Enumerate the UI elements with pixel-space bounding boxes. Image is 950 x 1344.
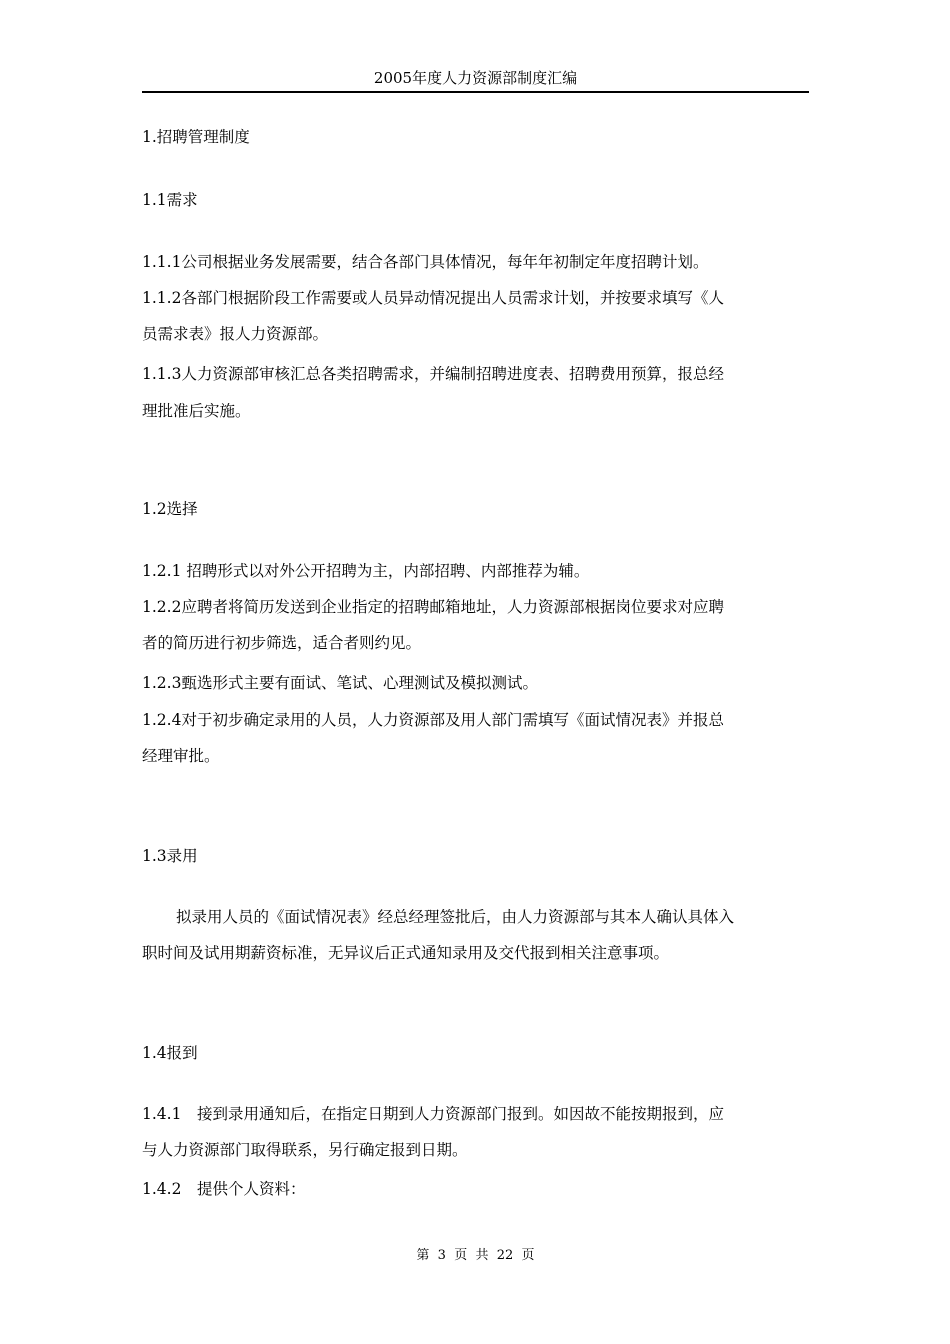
paragraph-1-4-2: 1.4.2 提供个人资料：	[142, 1180, 306, 1198]
paragraph-1-2-4-line2: 经理审批。	[142, 747, 220, 765]
section-title: 1.招聘管理制度	[142, 128, 250, 146]
subsection-title-onboarding: 1.4报到	[142, 1044, 198, 1062]
page-number-footer: 第 3 页 共 22 页	[416, 1248, 535, 1263]
paragraph-1-4-1-line2: 与人力资源部门取得联系，另行确定报到日期。	[142, 1141, 468, 1159]
subsection-title-selection: 1.2选择	[142, 500, 198, 518]
paragraph-1-2-3: 1.2.3甄选形式主要有面试、笔试、心理测试及模拟测试。	[142, 674, 538, 692]
paragraph-1-2-1: 1.2.1 招聘形式以对外公开招聘为主，内部招聘、内部推荐为辅。	[142, 562, 590, 580]
subsection-title-hiring: 1.3录用	[142, 847, 198, 865]
paragraph-1-3-line1: 拟录用人员的《面试情况表》经总经理签批后，由人力资源部与其本人确认具体入	[176, 908, 735, 926]
paragraph-1-2-4-line1: 1.2.4对于初步确定录用的人员，人力资源部及用人部门需填写《面试情况表》并报总	[142, 711, 724, 729]
paragraph-1-1-3-line1: 1.1.3人力资源部审核汇总各类招聘需求，并编制招聘进度表、招聘费用预算，报总经	[142, 365, 724, 383]
paragraph-1-2-2-line2: 者的简历进行初步筛选，适合者则约见。	[142, 634, 422, 652]
paragraph-1-1-2-line1: 1.1.2各部门根据阶段工作需要或人员异动情况提出人员需求计划，并按要求填写《人	[142, 289, 724, 307]
header-divider	[142, 91, 809, 93]
paragraph-1-2-2-line1: 1.2.2应聘者将简历发送到企业指定的招聘邮箱地址，人力资源部根据岗位要求对应聘	[142, 598, 724, 616]
paragraph-1-1-2-line2: 员需求表》报人力资源部。	[142, 325, 329, 343]
paragraph-1-1-3-line2: 理批准后实施。	[142, 402, 251, 420]
paragraph-1-1-1: 1.1.1公司根据业务发展需要，结合各部门具体情况，每年年初制定年度招聘计划。	[142, 253, 709, 271]
paragraph-1-3-line2: 职时间及试用期薪资标准，无异议后正式通知录用及交代报到相关注意事项。	[142, 944, 670, 962]
subsection-title-demand: 1.1需求	[142, 191, 198, 209]
page-header: 2005年度人力资源部制度汇编	[373, 69, 578, 87]
paragraph-1-4-1-line1: 1.4.1 接到录用通知后，在指定日期到人力资源部门报到。如因故不能按期报到，应	[142, 1105, 724, 1123]
